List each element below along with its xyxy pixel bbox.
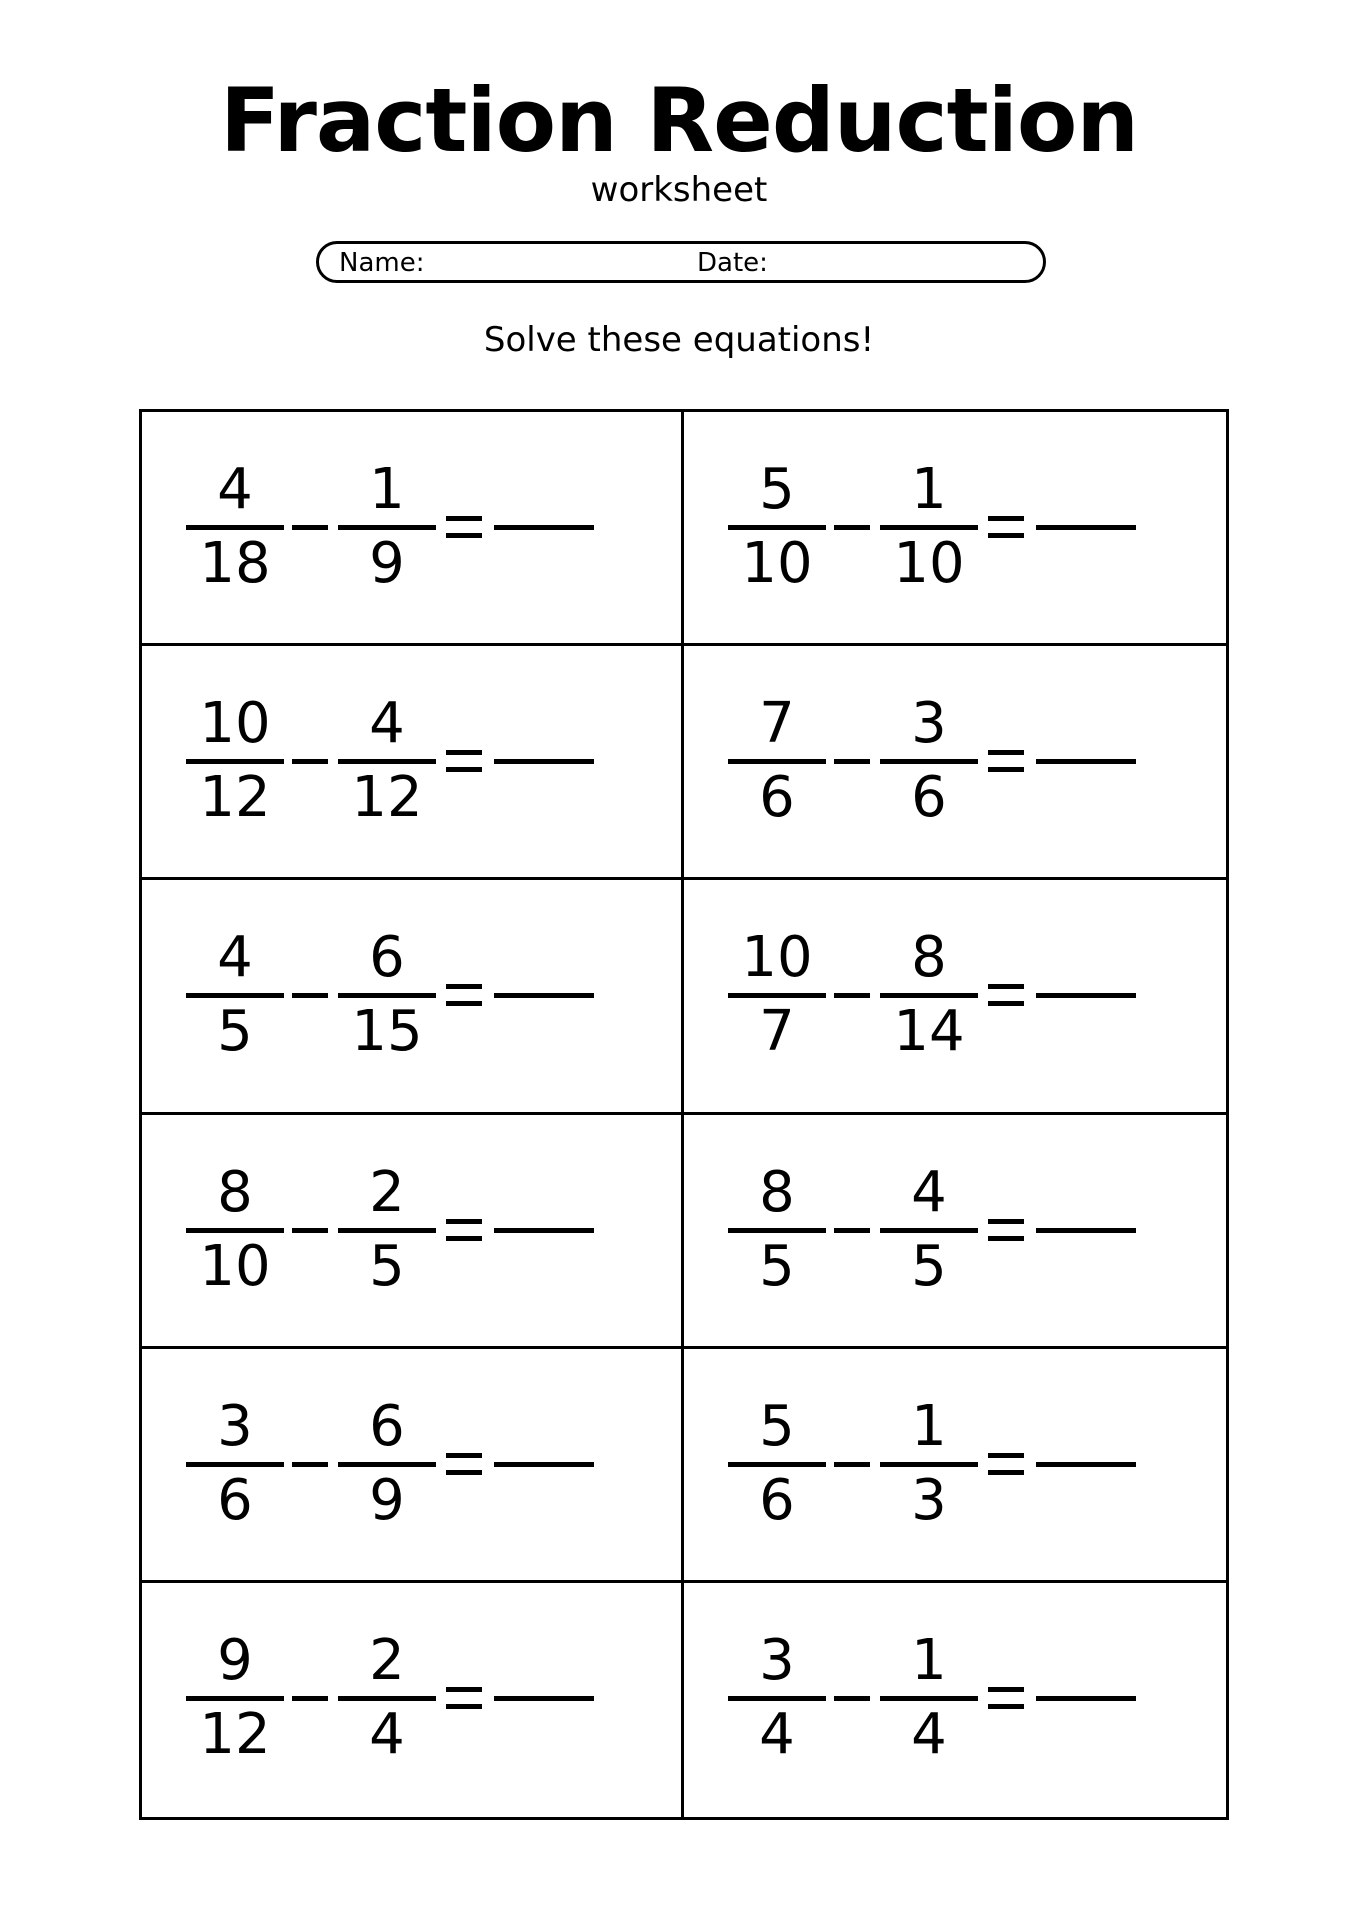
- numerator: 7: [759, 691, 795, 757]
- fraction-bar: [728, 1228, 826, 1233]
- denominator: 6: [759, 765, 795, 831]
- second-fraction: [880, 1159, 978, 1299]
- fraction-bar: [880, 759, 978, 764]
- equals-sign: [988, 516, 1024, 538]
- answer-blank[interactable]: [1036, 1696, 1136, 1701]
- denominator: 4: [759, 1701, 795, 1767]
- equals-sign: [988, 1453, 1024, 1475]
- numerator: 3: [759, 1627, 795, 1693]
- fraction-bar: [338, 1696, 436, 1701]
- fraction-equation: [728, 924, 1158, 1064]
- minus-sign: [834, 759, 870, 764]
- minus-sign: [292, 1462, 328, 1467]
- fraction-bar: [728, 993, 826, 998]
- fraction-equation: [728, 1159, 1158, 1299]
- denominator: 4: [911, 1701, 947, 1767]
- equals-sign: [446, 1453, 482, 1475]
- second-fraction: [880, 1393, 978, 1533]
- fraction-bar: [338, 993, 436, 998]
- first-fraction: [728, 1393, 826, 1533]
- fraction-bar: [338, 1228, 436, 1233]
- problem-cell: [684, 646, 1226, 880]
- second-fraction: [338, 1159, 436, 1299]
- answer-blank[interactable]: [1036, 1462, 1136, 1467]
- name-label: Name:: [339, 248, 425, 278]
- numerator: 8: [911, 925, 947, 991]
- problem-cell: [142, 1583, 684, 1817]
- fraction-equation: [186, 924, 616, 1064]
- equals-sign: [446, 1219, 482, 1241]
- equals-sign: [446, 1687, 482, 1709]
- answer-blank[interactable]: [494, 993, 594, 998]
- minus-sign: [292, 759, 328, 764]
- first-fraction: [728, 456, 826, 596]
- worksheet-title: Fraction Reduction: [220, 69, 1138, 172]
- numerator: 1: [911, 1393, 947, 1459]
- numerator: 3: [911, 691, 947, 757]
- fraction-equation: [186, 1159, 616, 1299]
- denominator: 9: [369, 531, 405, 596]
- equals-sign: [446, 516, 482, 538]
- answer-blank[interactable]: [1036, 525, 1136, 530]
- second-fraction: [880, 456, 978, 596]
- date-label: Date:: [697, 248, 768, 278]
- fraction-equation: [728, 456, 1158, 596]
- problem-cell: [142, 412, 684, 646]
- fraction-bar: [186, 1228, 284, 1233]
- fraction-bar: [338, 525, 436, 530]
- numerator: 6: [369, 925, 405, 991]
- denominator: 6: [217, 1467, 253, 1533]
- denominator: 15: [351, 999, 423, 1065]
- minus-sign: [292, 1228, 328, 1233]
- minus-sign: [834, 1696, 870, 1701]
- minus-sign: [834, 1228, 870, 1233]
- fraction-bar: [186, 525, 284, 530]
- first-fraction: [728, 690, 826, 830]
- denominator: 6: [911, 765, 947, 831]
- denominator: 14: [893, 999, 965, 1065]
- problem-cell: [142, 880, 684, 1114]
- minus-sign: [292, 993, 328, 998]
- problem-cell: [684, 1349, 1226, 1583]
- minus-sign: [834, 993, 870, 998]
- first-fraction: [186, 924, 284, 1064]
- fraction-bar: [728, 1462, 826, 1467]
- numerator: 1: [911, 1627, 947, 1693]
- answer-blank[interactable]: [494, 1228, 594, 1233]
- name-date-bar: [316, 241, 1046, 283]
- worksheet-subtitle: worksheet: [590, 170, 768, 210]
- numerator: 9: [217, 1627, 253, 1693]
- first-fraction: [728, 924, 826, 1064]
- fraction-bar: [728, 525, 826, 530]
- denominator: 4: [369, 1701, 405, 1767]
- numerator: 8: [759, 1159, 795, 1225]
- answer-blank[interactable]: [494, 759, 594, 764]
- problem-cell: [684, 1583, 1226, 1817]
- numerator: 10: [741, 925, 813, 991]
- denominator: 12: [199, 1701, 271, 1767]
- numerator: 1: [911, 457, 947, 522]
- numerator: 2: [369, 1627, 405, 1693]
- answer-blank[interactable]: [494, 525, 594, 530]
- second-fraction: [338, 924, 436, 1064]
- first-fraction: [728, 1627, 826, 1767]
- denominator: 18: [199, 531, 271, 596]
- numerator: 2: [369, 1159, 405, 1225]
- fraction-equation: [186, 690, 616, 830]
- first-fraction: [186, 1627, 284, 1767]
- fraction-bar: [880, 993, 978, 998]
- fraction-bar: [728, 759, 826, 764]
- fraction-bar: [728, 1696, 826, 1701]
- denominator: 3: [911, 1467, 947, 1533]
- fraction-bar: [880, 525, 978, 530]
- numerator: 1: [369, 457, 405, 522]
- numerator: 4: [911, 1159, 947, 1225]
- second-fraction: [338, 1627, 436, 1767]
- numerator: 3: [217, 1393, 253, 1459]
- numerator: 4: [217, 925, 253, 991]
- equals-sign: [988, 1687, 1024, 1709]
- minus-sign: [292, 1696, 328, 1701]
- answer-blank[interactable]: [1036, 993, 1136, 998]
- fraction-bar: [186, 1462, 284, 1467]
- denominator: 10: [741, 531, 813, 596]
- denominator: 10: [199, 1233, 271, 1299]
- denominator: 6: [759, 1467, 795, 1533]
- denominator: 5: [217, 999, 253, 1065]
- second-fraction: [880, 924, 978, 1064]
- minus-sign: [292, 525, 328, 530]
- denominator: 5: [759, 1233, 795, 1299]
- fraction-equation: [728, 690, 1158, 830]
- denominator: 12: [199, 765, 271, 831]
- problem-cell: [684, 412, 1226, 646]
- equals-sign: [446, 984, 482, 1006]
- denominator: 12: [351, 765, 423, 831]
- first-fraction: [186, 1393, 284, 1533]
- fraction-bar: [880, 1462, 978, 1467]
- numerator: 10: [199, 691, 271, 757]
- fraction-equation: [728, 1627, 1158, 1767]
- answer-blank[interactable]: [1036, 1228, 1136, 1233]
- first-fraction: [186, 456, 284, 596]
- problem-cell: [142, 646, 684, 880]
- equals-sign: [446, 750, 482, 772]
- fraction-bar: [186, 759, 284, 764]
- equals-sign: [988, 984, 1024, 1006]
- fraction-bar: [186, 1696, 284, 1701]
- first-fraction: [728, 1159, 826, 1299]
- numerator: 6: [369, 1393, 405, 1459]
- answer-blank[interactable]: [1036, 759, 1136, 764]
- denominator: 10: [893, 531, 965, 596]
- denominator: 5: [369, 1233, 405, 1299]
- fraction-equation: [728, 1393, 1158, 1533]
- first-fraction: [186, 690, 284, 830]
- problem-cell: [684, 880, 1226, 1114]
- problem-grid: [139, 409, 1229, 1820]
- fraction-bar: [880, 1696, 978, 1701]
- denominator: 9: [369, 1467, 405, 1533]
- denominator: 7: [759, 999, 795, 1065]
- answer-blank[interactable]: [494, 1696, 594, 1701]
- problem-cell: [142, 1349, 684, 1583]
- numerator: 4: [217, 457, 253, 522]
- second-fraction: [338, 456, 436, 596]
- numerator: 5: [759, 1393, 795, 1459]
- minus-sign: [834, 1462, 870, 1467]
- numerator: 4: [369, 691, 405, 757]
- problem-cell: [142, 1115, 684, 1349]
- numerator: 5: [759, 457, 795, 522]
- equals-sign: [988, 750, 1024, 772]
- instruction-text: Solve these equations!: [483, 320, 875, 360]
- second-fraction: [880, 1627, 978, 1767]
- answer-blank[interactable]: [494, 1462, 594, 1467]
- fraction-equation: [186, 1627, 616, 1767]
- fraction-bar: [880, 1228, 978, 1233]
- fraction-bar: [338, 759, 436, 764]
- minus-sign: [834, 525, 870, 530]
- second-fraction: [338, 690, 436, 830]
- second-fraction: [338, 1393, 436, 1533]
- first-fraction: [186, 1159, 284, 1299]
- equals-sign: [988, 1219, 1024, 1241]
- fraction-bar: [186, 993, 284, 998]
- fraction-equation: [186, 456, 616, 596]
- second-fraction: [880, 690, 978, 830]
- problem-cell: [684, 1115, 1226, 1349]
- numerator: 8: [217, 1159, 253, 1225]
- fraction-equation: [186, 1393, 616, 1533]
- fraction-bar: [338, 1462, 436, 1467]
- denominator: 5: [911, 1233, 947, 1299]
